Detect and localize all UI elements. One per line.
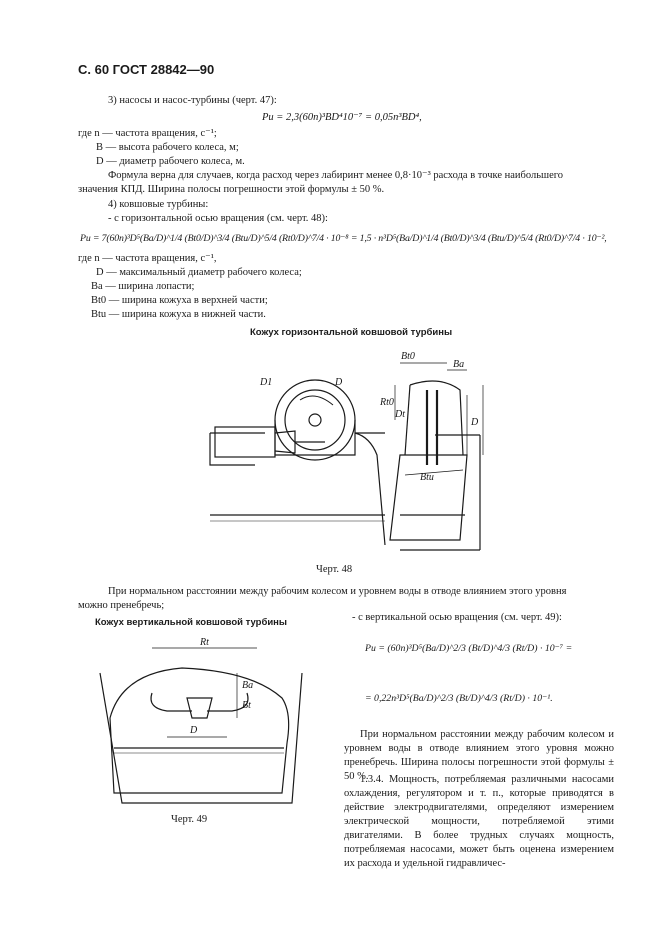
- page-header: С. 60 ГОСТ 28842—90: [78, 62, 215, 77]
- vertical-formula1: Pu = (60n)³D⁵(Ba/D)^2/3 (Bt/D)^4/3 (Rt/D) · 10⁻⁷ =: [365, 643, 573, 654]
- section4-subtitle: - с горизонтальной осью вращения (см. черт. 48):: [108, 213, 328, 224]
- fig49-label-ba: Ba: [242, 680, 254, 691]
- section3-note-line1: Формула верна для случаев, когда расход через лабиринт менее 0,8·10⁻³ расхода в точке наибольшего: [108, 170, 564, 181]
- section3-formula: Pu = 2,3(60n)³BD⁴10⁻⁷ = 0,05n³BD⁴,: [262, 112, 422, 123]
- figure49-title: Кожух вертикальной ковшовой турбины: [95, 617, 288, 628]
- section3-title: 3) насосы и насос-турбины (черт. 47):: [108, 95, 277, 106]
- section4-def-bt0: Bt0 — ширина кожуха в верхней части;: [91, 295, 268, 306]
- section4-def-d: D — максимальный диаметр рабочего колеса;: [96, 267, 302, 278]
- section4-def-btu: Btu — ширина кожуха в нижней части.: [91, 309, 266, 320]
- clause-1-3-4: 1.3.4. Мощность, потребляемая различными насосами охлаждения, регулятором и т. п., которые приводятся в действие электродвигателями, определяют измерением электрической мощности, потребляемой этими двигателями. В более трудных случаях мощность, потребляемая насосами, может быть оценена измерением их расхода и удельной гидравличес-: [344, 774, 614, 869]
- fig48-label-rt0: Rt0: [380, 397, 394, 408]
- vertical-formula2: = 0,22n³D⁵(Ba/D)^2/3 (Bt/D)^4/3 (Rt/D) · 10⁻¹.: [365, 693, 553, 704]
- fig48-label-ba: Ba: [453, 359, 465, 370]
- figure48-drawing: [205, 345, 495, 560]
- para1-line2: можно пренебречь;: [78, 600, 165, 611]
- fig49-label-rt: Rt: [200, 637, 209, 648]
- section3-def-b: B — высота рабочего колеса, м;: [96, 142, 239, 153]
- figure48-caption: Черт. 48: [316, 564, 353, 575]
- fig48-label-bt0: Bt0: [401, 351, 415, 362]
- fig48-label-dt: Dt: [395, 409, 405, 420]
- fig49-label-d: D: [190, 725, 198, 736]
- fig49-label-bt: Bt: [242, 700, 251, 711]
- vertical-subtitle: - с вертикальной осью вращения (см. черт. 49):: [352, 612, 562, 623]
- section3-note-line2: значения КПД. Ширина полосы погрешности этой формулы ± 50 %.: [78, 184, 385, 195]
- fig48-label-d: D: [335, 377, 343, 388]
- fig48-label-btu: Btu: [420, 472, 434, 483]
- vertical-paragraph: При нормальном расстоянии между рабочим колесом и уровнем воды в отводе влиянием этого уровня можно пренебречь. Ширина полосы погрешности этой формулы ± 50 %.: [344, 729, 614, 782]
- section4-formula: Pu = 7(60n)³D⁵(Ba/D)^1/4 (Bt0/D)^3/4 (Btu/D)^5/4 (Rt0/D)^7/4 · 10⁻⁸ = 1,5 · n³D⁵(Ba/D)^1/4 (Bt0/D)^3/4 (Btu/D)^5/4 (Rt0/D)^7/4 · 10⁻²,: [80, 233, 607, 244]
- fig48-label-d1: D1: [260, 377, 273, 388]
- figure49-caption: Черт. 49: [171, 814, 208, 825]
- figure48-title: Кожух горизонтальной ковшовой турбины: [250, 327, 453, 338]
- para1-line1: При нормальном расстоянии между рабочим колесом и уровнем воды в отводе влиянием этого уровня: [108, 586, 567, 597]
- fig48-label-d-right: D: [471, 417, 479, 428]
- section4-title: 4) ковшовые турбины:: [108, 199, 209, 210]
- figure49-drawing: [92, 633, 310, 808]
- section4-def-n: где n — частота вращения, с⁻¹,: [78, 253, 217, 264]
- section3-def-d: D — диаметр рабочего колеса, м.: [96, 156, 245, 167]
- section4-def-ba: Ba — ширина лопасти;: [91, 281, 195, 292]
- section3-def-n: где n — частота вращения, с⁻¹;: [78, 128, 217, 139]
